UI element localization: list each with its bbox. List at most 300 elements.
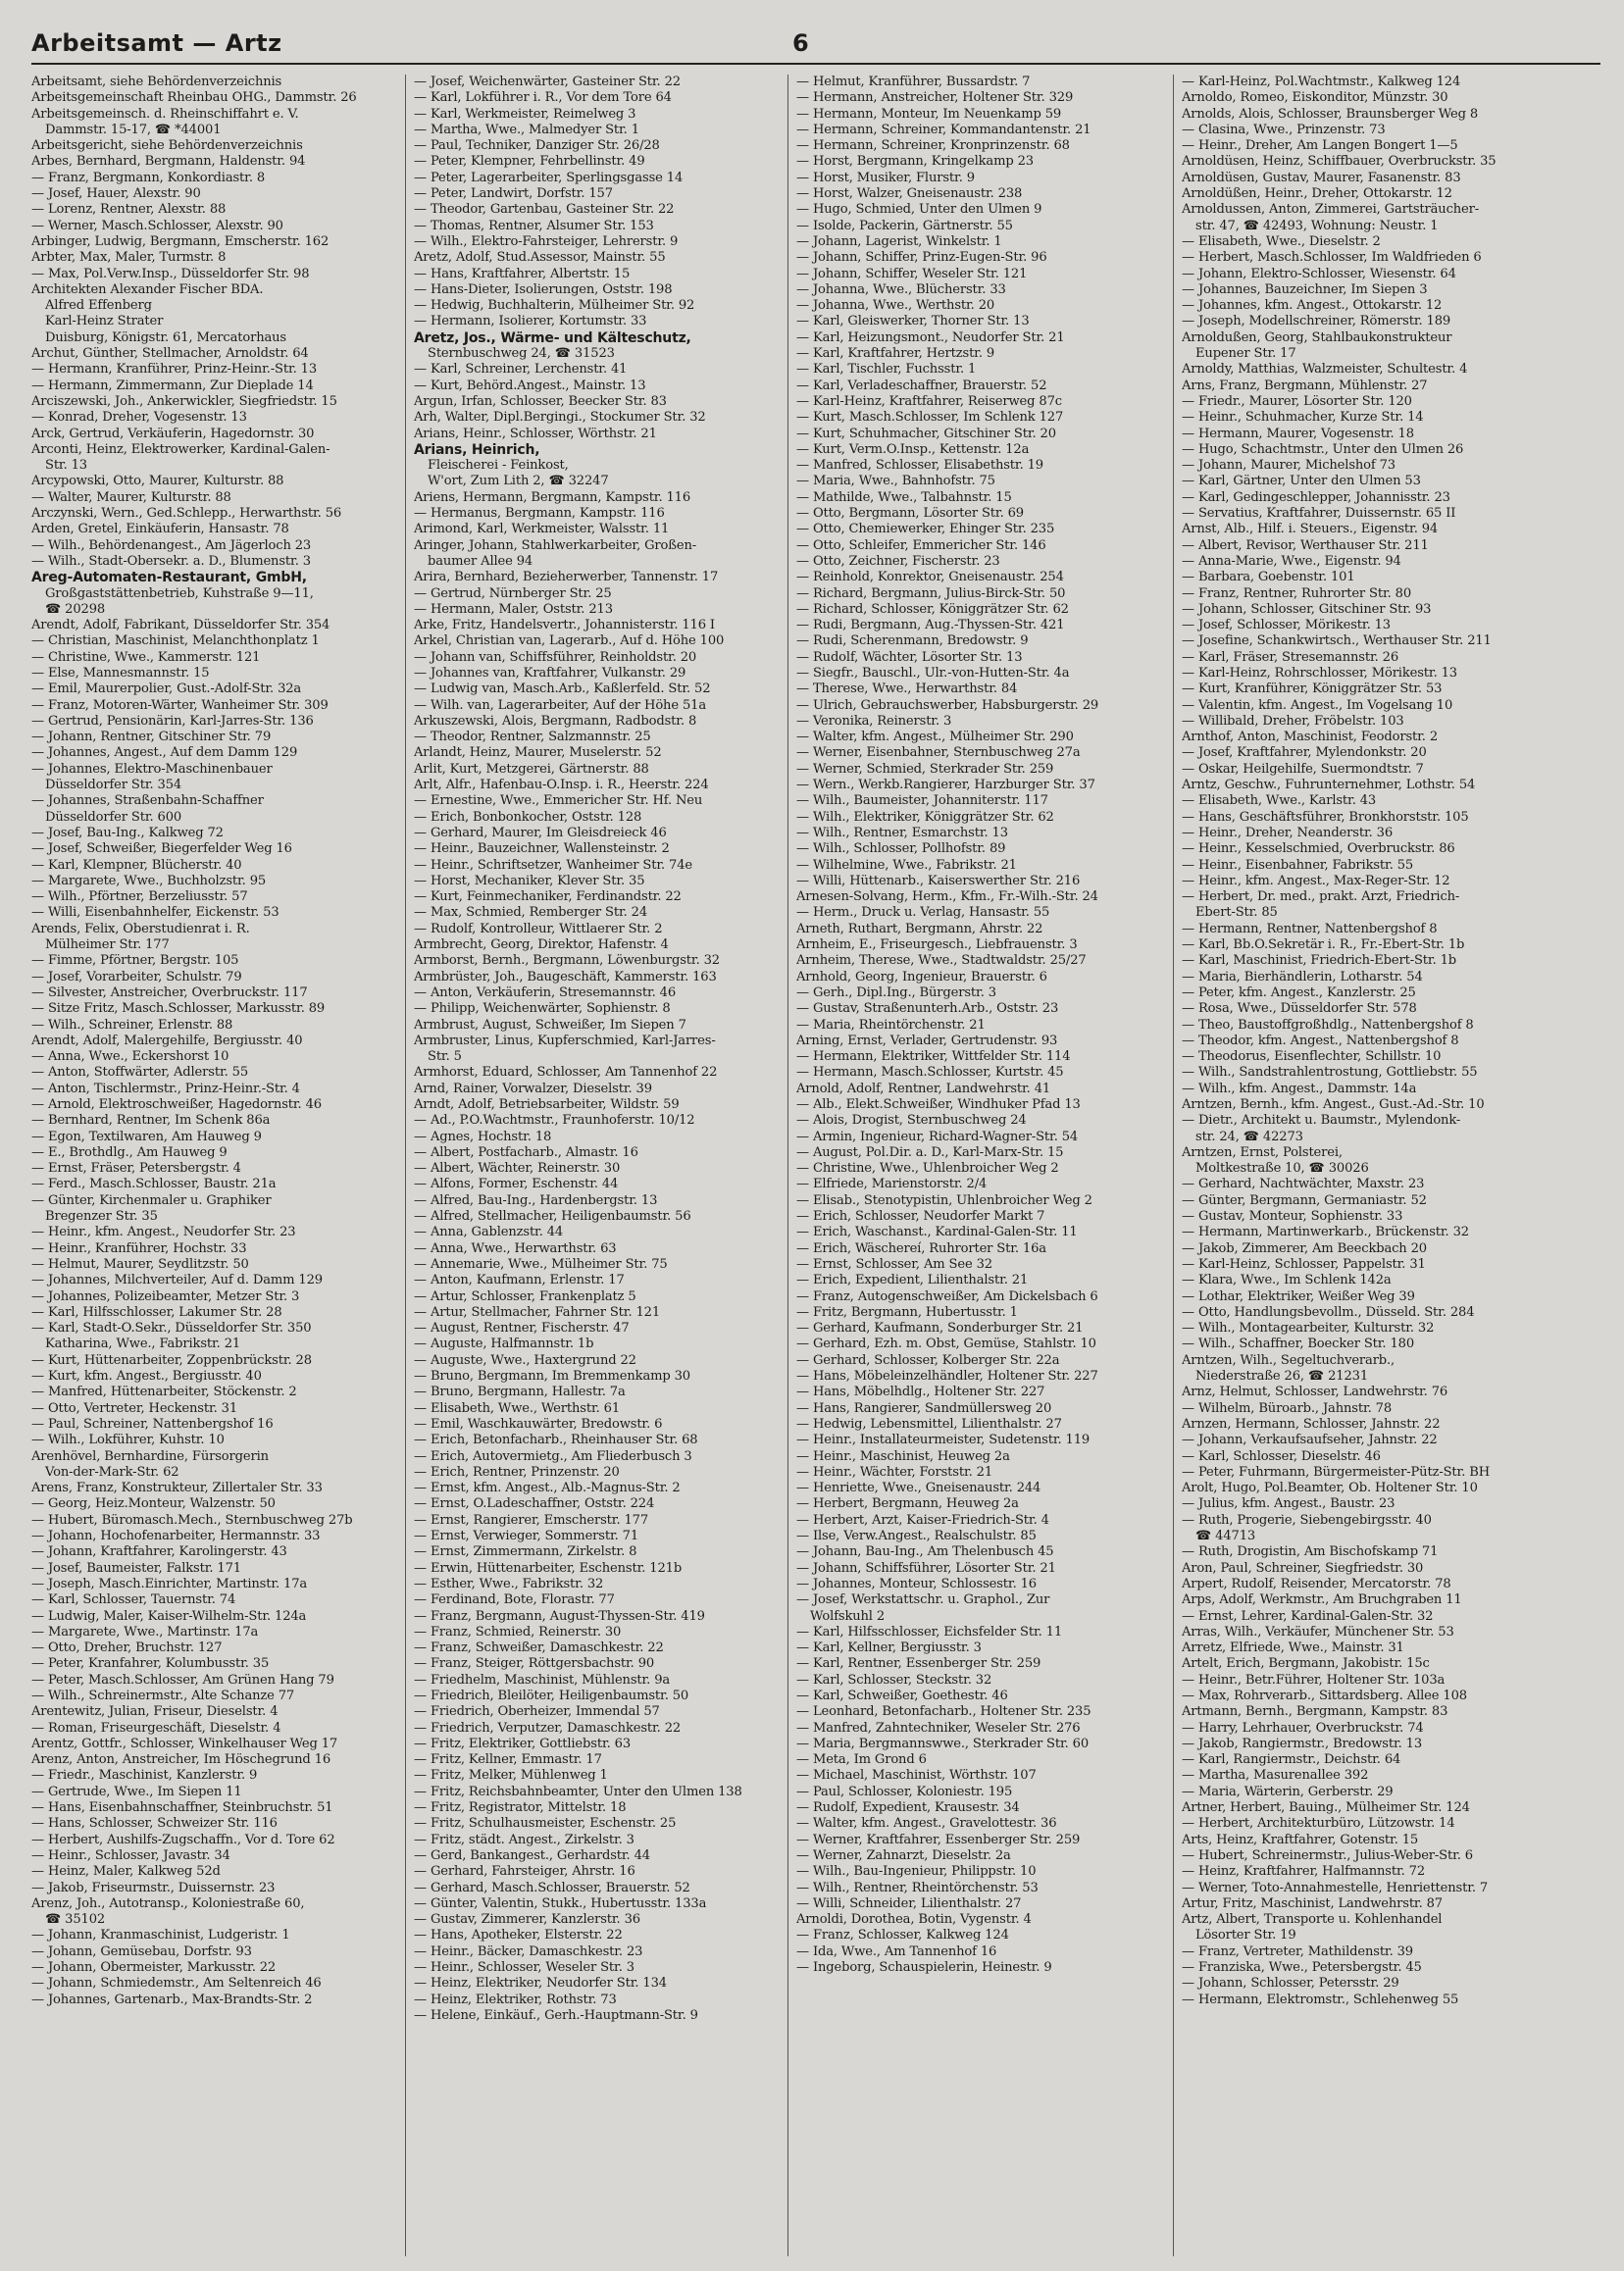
directory-entry: — Hermann, Kranführer, Prinz-Heinr.-Str. 13 xyxy=(31,362,318,378)
directory-entry: — Henriette, Wwe., Gneisenaustr. 244 xyxy=(796,1481,1041,1496)
directory-entry: — Elfriede, Marienstorstr. 2/4 xyxy=(796,1177,988,1192)
directory-entry: Arnesen-Solvang, Herm., Kfm., Fr.-Wilh.-Str. 24 xyxy=(796,889,1098,905)
directory-entry: — Annemarie, Wwe., Mülheimer Str. 75 xyxy=(414,1256,668,1272)
directory-entry: — Hermann, Monteur, Im Neuenkamp 59 xyxy=(796,106,1062,122)
directory-entry: — Armin, Ingenieur, Richard-Wagner-Str. 54 xyxy=(796,1129,1079,1144)
directory-entry: — Fritz, Registrator, Mittelstr. 18 xyxy=(414,1800,627,1816)
directory-entry: Arntzen, Wilh., Segeltuchverarb., xyxy=(1182,1352,1396,1368)
directory-entry: — Karl, Verladeschaffner, Brauerstr. 52 xyxy=(796,378,1047,393)
directory-entry: Sternbuschweg 24, ☎ 31523 xyxy=(428,346,615,362)
directory-entry: — Peter, Kranfahrer, Kolumbusstr. 35 xyxy=(31,1656,270,1672)
directory-entry: Arnthof, Anton, Maschinist, Feodorstr. 2 xyxy=(1182,730,1439,745)
directory-entry: — Herbert, Architekturbüro, Lützowstr. 14 xyxy=(1182,1816,1455,1832)
directory-entry: — Max, Pol.Verw.Insp., Düsseldorfer Str. 98 xyxy=(31,266,310,281)
directory-entry: — Karl, Schweißer, Goethestr. 46 xyxy=(796,1688,1008,1703)
directory-entry: — Peter, Klempner, Fehrbellinstr. 49 xyxy=(414,154,645,170)
directory-entry: — Herbert, Masch.Schlosser, Im Waldfrieden 6 xyxy=(1182,250,1482,266)
directory-entry: — Karl-Heinz, Schlosser, Pappelstr. 31 xyxy=(1182,1256,1426,1272)
directory-entry: Mülheimer Str. 177 xyxy=(45,937,170,953)
directory-entry: — Else, Mannesmannstr. 15 xyxy=(31,665,210,681)
directory-entry: — Ernst, O.Ladeschaffner, Oststr. 224 xyxy=(414,1496,655,1512)
directory-entry: Arbeitsamt, siehe Behördenverzeichnis xyxy=(31,75,282,89)
directory-entry: Arira, Bernhard, Bezieherwerber, Tannenstr. 17 xyxy=(414,570,719,585)
directory-entry: — Horst, Musiker, Flurstr. 9 xyxy=(796,170,975,185)
directory-entry: — Hermann, Elektromstr., Schlehenweg 55 xyxy=(1182,1992,1459,2007)
directory-entry: — Philipp, Weichenwärter, Sophienstr. 8 xyxy=(414,1001,671,1017)
directory-entry: — Theodor, kfm. Angest., Nattenbergshof 8 xyxy=(1182,1033,1459,1048)
directory-entry: — Emil, Waschkauwärter, Bredowstr. 6 xyxy=(414,1416,663,1432)
directory-entry: Arkuszewski, Alois, Bergmann, Radbodstr. 8 xyxy=(414,713,697,729)
directory-entry: — Karl-Heinz, Kraftfahrer, Reiserweg 87c xyxy=(796,393,1062,409)
directory-entry: Arenhövel, Bernhardine, Fürsorgerin xyxy=(31,1448,269,1464)
directory-entry: — Johann, Lagerist, Winkelstr. 1 xyxy=(796,233,1002,249)
directory-entry: — Heinr., Betr.Führer, Holtener Str. 103a xyxy=(1182,1672,1446,1688)
directory-entry: — Siegfr., Bauschl., Ulr.-von-Hutten-Str. 4a xyxy=(796,665,1070,681)
directory-entry: — Hermann, Isolierer, Kortumstr. 33 xyxy=(414,314,647,329)
directory-entry: Arpert, Rudolf, Reisender, Mercatorstr. 78 xyxy=(1182,1576,1451,1591)
directory-entry: — Christine, Wwe., Uhlenbroicher Weg 2 xyxy=(796,1161,1059,1177)
directory-entry: — Josef, Kraftfahrer, Mylendonkstr. 20 xyxy=(1182,745,1427,761)
directory-entry: — Reinhold, Konrektor, Gneisenaustr. 254 xyxy=(796,570,1064,585)
directory-entry: — Lothar, Elektriker, Weißer Weg 39 xyxy=(1182,1288,1415,1304)
directory-entry: — Klara, Wwe., Im Schlenk 142a xyxy=(1182,1273,1392,1288)
directory-entry: — Johann, Schiffer, Prinz-Eugen-Str. 96 xyxy=(796,250,1047,266)
directory-entry: — Anna-Marie, Wwe., Eigenstr. 94 xyxy=(1182,553,1401,569)
directory-entry: — Heinr., Kranführer, Hochstr. 33 xyxy=(31,1240,247,1256)
directory-entry: — Ingeborg, Schauspielerin, Heinestr. 9 xyxy=(796,1960,1052,1976)
directory-entry: — Esther, Wwe., Fabrikstr. 32 xyxy=(414,1576,604,1591)
directory-entry: — Anton, Kaufmann, Erlenstr. 17 xyxy=(414,1273,625,1288)
directory-entry: — Lorenz, Rentner, Alexstr. 88 xyxy=(31,202,227,218)
directory-entry: — Margarete, Wwe., Buchholzstr. 95 xyxy=(31,873,267,888)
directory-column-4 xyxy=(1182,75,1545,2256)
directory-entry: Arnoldi, Dorothea, Botin, Vygenstr. 4 xyxy=(796,1912,1032,1928)
directory-entry: — Horst, Walzer, Gneisenaustr. 238 xyxy=(796,186,1023,202)
directory-entry: Arnoldüsen, Gustav, Maurer, Fasanenstr. 83 xyxy=(1182,170,1461,185)
directory-entry: — Heinz, Elektriker, Rothstr. 73 xyxy=(414,1992,617,2007)
directory-entry: — Arnold, Elektroschweißer, Hagedornstr. 46 xyxy=(31,1097,322,1112)
directory-entry: Arentz, Gottfr., Schlosser, Winkelhauser Weg 17 xyxy=(31,1736,338,1751)
directory-entry: — Wilh., Rentner, Rheintörchenstr. 53 xyxy=(796,1880,1039,1895)
directory-entry: Arczynski, Wern., Ged.Schlepp., Herwarthstr. 56 xyxy=(31,506,342,522)
directory-entry: Karl-Heinz Strater xyxy=(45,314,164,329)
directory-entry: Arlt, Alfr., Hafenbau-O.Insp. i. R., Heerstr. 224 xyxy=(414,778,709,793)
directory-entry: — Hans-Dieter, Isolierungen, Oststr. 198 xyxy=(414,281,673,297)
directory-entry: — Franz, Schweißer, Damaschkestr. 22 xyxy=(414,1640,664,1656)
directory-entry: — Rosa, Wwe., Düsseldorfer Str. 578 xyxy=(1182,1001,1417,1017)
directory-entry: — Jakob, Friseurmstr., Duissernstr. 23 xyxy=(31,1880,276,1895)
directory-entry: — Heinr., Schlosser, Javastr. 34 xyxy=(31,1847,230,1863)
directory-entry: — Rudolf, Expedient, Krausestr. 34 xyxy=(796,1800,1020,1816)
directory-entry: Arnolds, Alois, Schlosser, Braunsberger Weg 8 xyxy=(1182,106,1479,122)
directory-entry: — Karl, Schlosser, Steckstr. 32 xyxy=(796,1672,992,1688)
directory-entry: — Helmut, Kranführer, Bussardstr. 7 xyxy=(796,75,1031,89)
directory-entry: — Gerhard, Nachtwächter, Maxstr. 23 xyxy=(1182,1177,1425,1192)
directory-entry: baumer Allee 94 xyxy=(428,553,533,569)
directory-entry: — Johanna, Wwe., Werthstr. 20 xyxy=(796,298,995,314)
directory-entry: — Friedrich, Verputzer, Damaschkestr. 22 xyxy=(414,1720,682,1736)
directory-entry: — Gerhard, Kaufmann, Sonderburger Str. 21 xyxy=(796,1321,1084,1337)
directory-entry: — Oskar, Heilgehilfe, Suermondtstr. 7 xyxy=(1182,761,1424,777)
directory-entry: — Wilh., Lokführer, Kuhstr. 10 xyxy=(31,1433,225,1448)
directory-entry: — Heinr., Schriftsetzer, Wanheimer Str. 74e xyxy=(414,857,693,873)
directory-entry: — Ida, Wwe., Am Tannenhof 16 xyxy=(796,1943,997,1959)
directory-entry: Arden, Gretel, Einkäuferin, Hansastr. 78 xyxy=(31,522,289,537)
directory-entry-bold: Areg-Automaten-Restaurant, GmbH, xyxy=(31,570,307,586)
directory-entry: Arneth, Ruthart, Bergmann, Ahrstr. 22 xyxy=(796,921,1043,936)
directory-entry: — Josef, Vorarbeiter, Schulstr. 79 xyxy=(31,969,242,984)
directory-entry: — Karl, Kraftfahrer, Hertzstr. 9 xyxy=(796,346,995,362)
directory-entry: — Josef, Schweißer, Biegerfelder Weg 16 xyxy=(31,841,292,857)
directory-entry: — Johann, Schlosser, Gitschiner Str. 93 xyxy=(1182,601,1432,617)
directory-entry: — Johann, Maurer, Michelshof 73 xyxy=(1182,458,1396,474)
directory-entry: — Servatius, Kraftfahrer, Duissernstr. 65 II xyxy=(1182,506,1456,522)
directory-entry: — Werner, Masch.Schlosser, Alexstr. 90 xyxy=(31,218,283,233)
directory-entry: — Johannes, Elektro-Maschinenbauer xyxy=(31,761,273,777)
directory-entry: — Franz, Bergmann, Konkordiastr. 8 xyxy=(31,170,266,185)
directory-entry: — Ernst, Fräser, Petersbergstr. 4 xyxy=(31,1161,241,1177)
directory-entry: — Hans, Möbeleinzelhändler, Holtener Str. 227 xyxy=(796,1369,1098,1385)
directory-entry: — Sitze Fritz, Masch.Schlosser, Markusstr. 89 xyxy=(31,1001,326,1017)
directory-entry: — Bruno, Bergmann, Im Bremmenkamp 30 xyxy=(414,1369,690,1385)
directory-entry: — Johannes, Monteur, Schlossestr. 16 xyxy=(796,1576,1037,1591)
directory-entry: Artner, Herbert, Bauing., Mülheimer Str. 124 xyxy=(1182,1800,1470,1816)
directory-entry: — Auguste, Halfmannstr. 1b xyxy=(414,1337,594,1352)
directory-entry: — Artur, Stellmacher, Fahrner Str. 121 xyxy=(414,1304,661,1320)
directory-entry: — Karl, Lokführer i. R., Vor dem Tore 64 xyxy=(414,90,672,106)
header-rule xyxy=(31,63,1600,65)
directory-column-1 xyxy=(31,75,394,2256)
directory-entry: Arimond, Karl, Werkmeister, Walsstr. 11 xyxy=(414,522,670,537)
directory-entry: — Heinz, Maler, Kalkweg 52d xyxy=(31,1864,221,1880)
directory-entry: — Ludwig, Maler, Kaiser-Wilhelm-Str. 124a xyxy=(31,1608,307,1624)
directory-entry: str. 24, ☎ 42273 xyxy=(1195,1129,1303,1144)
directory-entry: Arbter, Max, Maler, Turmstr. 8 xyxy=(31,250,227,266)
directory-entry: — Ernestine, Wwe., Emmericher Str. Hf. Neu xyxy=(414,793,703,809)
directory-entry: Arconti, Heinz, Elektrowerker, Kardinal-Galen- xyxy=(31,441,330,457)
directory-entry: — Richard, Bergmann, Julius-Birck-Str. 50 xyxy=(796,585,1066,601)
directory-entry: — Johannes van, Kraftfahrer, Vulkanstr. 29 xyxy=(414,665,686,681)
directory-entry: — Karl, Hilfsschlosser, Eichsfelder Str. 11 xyxy=(796,1624,1063,1640)
directory-entry: Arkel, Christian van, Lagerarb., Auf d. Höhe 100 xyxy=(414,633,725,649)
directory-entry: Arnz, Helmut, Schlosser, Landwehrstr. 76 xyxy=(1182,1385,1448,1400)
directory-entry: — Hermann, Maurer, Vogesenstr. 18 xyxy=(1182,426,1414,441)
directory-entry: Arnst, Alb., Hilf. i. Steuers., Eigenstr. 94 xyxy=(1182,522,1439,537)
directory-entry: — Theodorus, Eisenflechter, Schillstr. 10 xyxy=(1182,1049,1442,1065)
directory-entry: Str. 5 xyxy=(428,1049,462,1065)
directory-entry: — Albert, Revisor, Werthauser Str. 211 xyxy=(1182,537,1429,553)
directory-entry: — Heinr., Schlosser, Weseler Str. 3 xyxy=(414,1960,634,1976)
directory-entry: — Peter, Masch.Schlosser, Am Grünen Hang 79 xyxy=(31,1672,334,1688)
directory-entry: Armbrecht, Georg, Direktor, Hafenstr. 4 xyxy=(414,937,669,953)
directory-entry: — Ferd., Masch.Schlosser, Baustr. 21a xyxy=(31,1177,277,1192)
directory-entry: — Karl, Schlosser, Dieselstr. 46 xyxy=(1182,1448,1381,1464)
directory-entry: Argun, Irfan, Schlosser, Beecker Str. 83 xyxy=(414,393,667,409)
directory-entry: — Kurt, Schuhmacher, Gitschiner Str. 20 xyxy=(796,426,1056,441)
directory-entry: — Johann, Schmiedemstr., Am Seltenreich 46 xyxy=(31,1976,322,1992)
directory-entry: — Erich, Rentner, Prinzenstr. 20 xyxy=(414,1464,620,1480)
directory-entry: — Franz, Autogenschweißer, Am Dickelsbach 6 xyxy=(796,1288,1098,1304)
directory-entry: — Günter, Valentin, Stukk., Hubertusstr. 133a xyxy=(414,1895,707,1911)
directory-entry: — Ernst, Verwieger, Sommerstr. 71 xyxy=(414,1529,639,1544)
directory-entry: — Alois, Drogist, Sternbuschweg 24 xyxy=(796,1113,1027,1129)
directory-entry: — Johannes, Gartenarb., Max-Brandts-Str. 2 xyxy=(31,1992,313,2007)
directory-entry: — Artur, Schlosser, Frankenplatz 5 xyxy=(414,1288,636,1304)
directory-entry-bold: Arians, Heinrich, xyxy=(414,441,540,458)
directory-entry: — Wilhelm, Büroarb., Jahnstr. 78 xyxy=(1182,1400,1393,1416)
directory-entry: Von-der-Mark-Str. 62 xyxy=(45,1464,179,1480)
directory-entry: Arentewitz, Julian, Friseur, Dieselstr. 4 xyxy=(31,1704,279,1720)
directory-entry: — Johann, Kranmaschinist, Ludgeristr. 1 xyxy=(31,1928,290,1943)
directory-entry: — Hermann, Masch.Schlosser, Kurtstr. 45 xyxy=(796,1065,1064,1081)
directory-entry: — Otto, Chemiewerker, Ehinger Str. 235 xyxy=(796,522,1055,537)
directory-entry: Eupener Str. 17 xyxy=(1195,346,1296,362)
directory-entry: — Heinz, Kraftfahrer, Halfmannstr. 72 xyxy=(1182,1864,1426,1880)
directory-entry: Artmann, Bernh., Bergmann, Kampstr. 83 xyxy=(1182,1704,1448,1720)
directory-entry: Arnoldussen, Anton, Zimmerei, Gartsträucher- xyxy=(1182,202,1480,218)
directory-entry: — Johann, Schiffer, Weseler Str. 121 xyxy=(796,266,1028,281)
directory-entry: Arnoldo, Romeo, Eiskonditor, Münzstr. 30 xyxy=(1182,90,1448,106)
directory-entry: — Konrad, Dreher, Vogesenstr. 13 xyxy=(31,410,247,426)
directory-entry: — Maria, Wärterin, Gerberstr. 29 xyxy=(1182,1784,1394,1799)
directory-entry: — Thomas, Rentner, Alsumer Str. 153 xyxy=(414,218,654,233)
directory-entry: — Johannes, kfm. Angest., Ottokarstr. 12 xyxy=(1182,298,1443,314)
directory-entry: Arndt, Adolf, Betriebsarbeiter, Wildstr. 59 xyxy=(414,1097,680,1112)
directory-entry: Arretz, Elfriede, Wwe., Mainstr. 31 xyxy=(1182,1640,1404,1656)
directory-entry: — Paul, Techniker, Danziger Str. 26/28 xyxy=(414,138,660,154)
directory-entry: — Kurt, kfm. Angest., Bergiusstr. 40 xyxy=(31,1369,262,1385)
directory-entry: Arlit, Kurt, Metzgerei, Gärtnerstr. 88 xyxy=(414,761,649,777)
directory-entry: ☎ 20298 xyxy=(45,601,106,617)
directory-entry: — Ferdinand, Bote, Florastr. 77 xyxy=(414,1592,615,1608)
directory-entry: — Elisab., Stenotypistin, Uhlenbroicher Weg 2 xyxy=(796,1192,1092,1208)
directory-entry: — Peter, Fuhrmann, Bürgermeister-Pütz-Str. BH xyxy=(1182,1464,1490,1480)
directory-entry: Artelt, Erich, Bergmann, Jakobistr. 15c xyxy=(1182,1656,1430,1672)
directory-entry: — Karl, Fräser, Stresemannstr. 26 xyxy=(1182,649,1399,665)
column-divider xyxy=(1173,75,1174,2256)
directory-entry: Arlandt, Heinz, Maurer, Muselerstr. 52 xyxy=(414,745,662,761)
directory-entry: — Werner, Eisenbahner, Sternbuschweg 27a xyxy=(796,745,1081,761)
directory-entry: — Karl, Gärtner, Unter den Ulmen 53 xyxy=(1182,474,1421,489)
directory-entry: — Herm., Druck u. Verlag, Hansastr. 55 xyxy=(796,905,1050,921)
directory-entry: — Ruth, Progerie, Siebengebirgsstr. 40 xyxy=(1182,1512,1432,1528)
directory-entry: — Werner, Toto-Annahmestelle, Henriettenstr. 7 xyxy=(1182,1880,1489,1895)
directory-entry: — Manfred, Schlosser, Elisabethstr. 19 xyxy=(796,458,1043,474)
directory-entry: — Wilh., Elektro-Fahrsteiger, Lehrerstr. 9 xyxy=(414,233,679,249)
directory-entry: Arenz, Joh., Autotransp., Koloniestraße 60, xyxy=(31,1895,305,1911)
directory-entry: — Erich, Autovermietg., Am Fliederbusch 3 xyxy=(414,1448,692,1464)
directory-entry: Arning, Ernst, Verlader, Gertrudenstr. 93 xyxy=(796,1033,1058,1048)
directory-entry: — Karl, Stadt-O.Sekr., Düsseldorfer Str. 350 xyxy=(31,1321,312,1337)
directory-entry: — Jakob, Zimmerer, Am Beeckbach 20 xyxy=(1182,1240,1427,1256)
directory-entry: — Isolde, Packerin, Gärtnerstr. 55 xyxy=(796,218,1013,233)
directory-entry: — Johanna, Wwe., Blücherstr. 33 xyxy=(796,281,1006,297)
directory-entry: — Heinr., Dreher, Am Langen Bongert 1—5 xyxy=(1182,138,1458,154)
directory-entry: — Otto, Zeichner, Fischerstr. 23 xyxy=(796,553,1000,569)
directory-entry: Ebert-Str. 85 xyxy=(1195,905,1278,921)
directory-entry: Arh, Walter, Dipl.Bergingi., Stockumer Str. 32 xyxy=(414,410,706,426)
directory-entry: Armhorst, Eduard, Schlosser, Am Tannenhof 22 xyxy=(414,1065,718,1081)
directory-entry: Armborst, Bernh., Bergmann, Löwenburgstr. 32 xyxy=(414,953,720,969)
directory-entry: — Karl, Rangiermstr., Deichstr. 64 xyxy=(1182,1752,1401,1768)
directory-entry: — Herbert, Aushilfs-Zugschaffn., Vor d. Tore 62 xyxy=(31,1832,335,1847)
directory-entry: — Max, Schmied, Remberger Str. 24 xyxy=(414,905,648,921)
directory-entry: — Martha, Masurenallee 392 xyxy=(1182,1768,1369,1784)
directory-entry: — Willi, Hüttenarb., Kaiserswerther Str. 216 xyxy=(796,873,1081,888)
directory-entry: Arciszewski, Joh., Ankerwickler, Siegfriedstr. 15 xyxy=(31,393,337,409)
directory-entry: Arends, Felix, Oberstudienrat i. R. xyxy=(31,921,250,936)
directory-entry: — Johann, Bau-Ing., Am Thelenbusch 45 xyxy=(796,1544,1054,1560)
directory-entry: — Günter, Kirchenmaler u. Graphiker xyxy=(31,1192,272,1208)
column-divider xyxy=(787,75,788,2256)
directory-entry: Arenz, Anton, Anstreicher, Im Höschegrund 16 xyxy=(31,1752,331,1768)
directory-entry: — Julius, kfm. Angest., Baustr. 23 xyxy=(1182,1496,1396,1512)
directory-entry: — Anna, Wwe., Herwarthstr. 63 xyxy=(414,1240,617,1256)
directory-entry: — Wern., Werkb.Rangierer, Harzburger Str. 37 xyxy=(796,778,1095,793)
directory-entry: — Karl, Kellner, Bergiusstr. 3 xyxy=(796,1640,982,1656)
directory-entry: Düsseldorfer Str. 354 xyxy=(45,778,182,793)
directory-entry: Arcypowski, Otto, Maurer, Kulturstr. 88 xyxy=(31,474,284,489)
directory-entry: Lösorter Str. 19 xyxy=(1195,1928,1296,1943)
directory-entry: — Wilh., Schlosser, Pollhofstr. 89 xyxy=(796,841,1006,857)
page-header xyxy=(31,25,1600,65)
directory-entry: Arnoldüßen, Heinr., Dreher, Ottokarstr. 12 xyxy=(1182,186,1452,202)
directory-entry: — Horst, Mechaniker, Klever Str. 35 xyxy=(414,873,645,888)
directory-entry: — Bernhard, Rentner, Im Schenk 86a xyxy=(31,1113,271,1129)
directory-entry: — Agnes, Hochstr. 18 xyxy=(414,1129,552,1144)
directory-entry: — Erich, Expedient, Lilienthalstr. 21 xyxy=(796,1273,1029,1288)
directory-entry: Armbruster, Linus, Kupferschmied, Karl-Jarres- xyxy=(414,1033,716,1048)
directory-entry: — Leonhard, Betonfacharb., Holtener Str. 235 xyxy=(796,1704,1091,1720)
directory-entry: — Friedrich, Bleilöter, Heiligenbaumstr. 50 xyxy=(414,1688,689,1703)
directory-entry: Arnoldußen, Georg, Stahlbaukonstrukteur xyxy=(1182,329,1452,345)
directory-entry: — Johann, Verkaufsaufseher, Jahnstr. 22 xyxy=(1182,1433,1438,1448)
directory-entry: — Wilh., kfm. Angest., Dammstr. 14a xyxy=(1182,1081,1417,1096)
directory-entry: — Erich, Waschanst., Kardinal-Galen-Str. 11 xyxy=(796,1225,1078,1240)
directory-entry: — Johann, Elektro-Schlosser, Wiesenstr. 64 xyxy=(1182,266,1456,281)
directory-entry: — Wilh., Schaffner, Boecker Str. 180 xyxy=(1182,1337,1414,1352)
directory-entry: — Hermann, Anstreicher, Holtener Str. 329 xyxy=(796,90,1074,106)
directory-entry: str. 47, ☎ 42493, Wohnung: Neustr. 1 xyxy=(1195,218,1439,233)
directory-entry: — Fritz, Reichsbahnbeamter, Unter den Ulmen 138 xyxy=(414,1784,742,1799)
directory-entry: — E., Brothdlg., Am Hauweg 9 xyxy=(31,1144,228,1160)
directory-entry: — Hugo, Schachtmstr., Unter den Ulmen 26 xyxy=(1182,441,1464,457)
directory-entry: — Karl, Schreiner, Lerchenstr. 41 xyxy=(414,362,628,378)
directory-entry: — Heinr., Bäcker, Damaschkestr. 23 xyxy=(414,1943,643,1959)
directory-entry: — Hans, Eisenbahnschaffner, Steinbruchstr. 51 xyxy=(31,1800,333,1816)
directory-entry: — Gerhard, Ezh. m. Obst, Gemüse, Stahlstr. 10 xyxy=(796,1337,1096,1352)
directory-entry: — Gerh., Dipl.Ing., Bürgerstr. 3 xyxy=(796,984,996,1000)
directory-entry: — Karl, Gedingeschlepper, Johannisstr. 23 xyxy=(1182,489,1450,505)
directory-entry: — Jakob, Rangiermstr., Bredowstr. 13 xyxy=(1182,1736,1423,1751)
directory-entry: — Elisabeth, Wwe., Karlstr. 43 xyxy=(1182,793,1377,809)
directory-entry: — Heinr., kfm. Angest., Neudorfer Str. 23 xyxy=(31,1225,296,1240)
directory-entry: — Johannes, Straßenbahn-Schaffner xyxy=(31,793,264,809)
directory-entry: — Karl, Heizungsmont., Neudorfer Str. 21 xyxy=(796,329,1065,345)
directory-entry: — Johann, Schiffsführer, Lösorter Str. 21 xyxy=(796,1560,1056,1576)
directory-entry: — Dietr., Architekt u. Baumstr., Mylendonk- xyxy=(1182,1113,1461,1129)
directory-entry: — Valentin, kfm. Angest., Im Vogelsang 10 xyxy=(1182,697,1453,713)
directory-entry: — Hubert, Schreinermstr., Julius-Weber-Str. 6 xyxy=(1182,1847,1473,1863)
directory-entry: — Christine, Wwe., Kammerstr. 121 xyxy=(31,649,261,665)
directory-entry: — Johannes, Bauzeichner, Im Siepen 3 xyxy=(1182,281,1428,297)
directory-entry: — Erich, Schlosser, Neudorfer Markt 7 xyxy=(796,1209,1045,1225)
directory-entry: — Hans, Möbelhdlg., Holtener Str. 227 xyxy=(796,1385,1045,1400)
directory-entry: — Alfred, Bau-Ing., Hardenbergstr. 13 xyxy=(414,1192,658,1208)
directory-entry: W'ort, Zum Lith 2, ☎ 32247 xyxy=(428,474,609,489)
directory-entry: — Fritz, Melker, Mühlenweg 1 xyxy=(414,1768,608,1784)
directory-entry: — Josef, Baumeister, Falkstr. 171 xyxy=(31,1560,241,1576)
directory-entry: Bregenzer Str. 35 xyxy=(45,1209,158,1225)
directory-entry: — Friedrich, Oberheizer, Immendal 57 xyxy=(414,1704,660,1720)
directory-entry: — Margarete, Wwe., Martinstr. 17a xyxy=(31,1624,259,1640)
directory-entry: — Franz, Motoren-Wärter, Wanheimer Str. 309 xyxy=(31,697,329,713)
directory-entry: Arnhold, Georg, Ingenieur, Brauerstr. 6 xyxy=(796,969,1047,984)
directory-entry: — Johann, Schlosser, Petersstr. 29 xyxy=(1182,1976,1399,1992)
directory-entry: — Werner, Zahnarzt, Dieselstr. 2a xyxy=(796,1847,1011,1863)
directory-entry: Arntz, Geschw., Fuhrunternehmer, Lothstr. 54 xyxy=(1182,778,1476,793)
directory-entry: — Rudi, Bergmann, Aug.-Thyssen-Str. 421 xyxy=(796,618,1065,633)
directory-entry: — Günter, Bergmann, Germaniastr. 52 xyxy=(1182,1192,1427,1208)
directory-entry: — Erich, Bonbonkocher, Oststr. 128 xyxy=(414,809,642,825)
directory-entry: — Gerhard, Maurer, Im Gleisdreieck 46 xyxy=(414,825,667,840)
directory-entry: — Herbert, Arzt, Kaiser-Friedrich-Str. 4 xyxy=(796,1512,1049,1528)
directory-entry: — Wilh., Schreinermstr., Alte Schanze 77 xyxy=(31,1688,295,1703)
directory-entry: Artz, Albert, Transporte u. Kohlenhandel xyxy=(1182,1912,1443,1928)
directory-entry: Arnzen, Hermann, Schlosser, Jahnstr. 22 xyxy=(1182,1416,1441,1432)
directory-entry: — Hermann, Rentner, Nattenbergshof 8 xyxy=(1182,921,1438,936)
directory-entry: — Theodor, Gartenbau, Gasteiner Str. 22 xyxy=(414,202,675,218)
directory-entry: Niederstraße 26, ☎ 21231 xyxy=(1195,1369,1368,1385)
directory-entry: — Maria, Bergmannswwe., Sterkrader Str. 60 xyxy=(796,1736,1090,1751)
directory-entry: — Ulrich, Gebrauchswerber, Habsburgerstr. 29 xyxy=(796,697,1099,713)
directory-entry: — Heinr., Installateurmeister, Sudetenstr. 119 xyxy=(796,1433,1091,1448)
directory-entry: — Kurt, Masch.Schlosser, Im Schlenk 127 xyxy=(796,410,1064,426)
directory-entry: — Ernst, kfm. Angest., Alb.-Magnus-Str. 2 xyxy=(414,1481,681,1496)
directory-entry: — Erich, Wäschereí, Ruhrorter Str. 16a xyxy=(796,1240,1046,1256)
directory-entry: Architekten Alexander Fischer BDA. xyxy=(31,281,264,297)
directory-entry: — Fimme, Pförtner, Bergstr. 105 xyxy=(31,953,239,969)
directory-entry: Arendt, Adolf, Malergehilfe, Bergiusstr. 40 xyxy=(31,1033,303,1048)
directory-entry: — Helmut, Maurer, Seydlitzstr. 50 xyxy=(31,1256,249,1272)
directory-entry: — Barbara, Goebenstr. 101 xyxy=(1182,570,1355,585)
directory-entry: — Heinz, Elektriker, Neudorfer Str. 134 xyxy=(414,1976,667,1992)
directory-entry: — Wilh., Baumeister, Johanniterstr. 117 xyxy=(796,793,1048,809)
directory-entry: ☎ 44713 xyxy=(1195,1529,1256,1544)
directory-entry: — Heinr., kfm. Angest., Max-Reger-Str. 12 xyxy=(1182,873,1450,888)
directory-entry: — Johannes, Milchverteiler, Auf d. Damm 129 xyxy=(31,1273,323,1288)
directory-entry: Großgaststättenbetrieb, Kuhstraße 9—11, xyxy=(45,585,314,601)
directory-entry: — Richard, Schlosser, Königgrätzer Str. 62 xyxy=(796,601,1069,617)
directory-entry: — Gustav, Straßenunterh.Arb., Oststr. 23 xyxy=(796,1001,1059,1017)
directory-entry: — Hedwig, Lebensmittel, Lilienthalstr. 27 xyxy=(796,1416,1062,1432)
directory-entry: — Wilhelmine, Wwe., Fabrikstr. 21 xyxy=(796,857,1017,873)
directory-entry: — Karl, Rentner, Essenberger Str. 259 xyxy=(796,1656,1041,1672)
directory-entry: — Christian, Maschinist, Melanchthonplatz 1 xyxy=(31,633,320,649)
directory-entry: — Johann, Rentner, Gitschiner Str. 79 xyxy=(31,730,272,745)
directory-entry: — Otto, Handlungsbevollm., Düsseld. Str. 284 xyxy=(1182,1304,1475,1320)
directory-entry: — Wilh., Schreiner, Erlenstr. 88 xyxy=(31,1017,233,1033)
directory-entry: — Ernst, Zimmermann, Zirkelstr. 8 xyxy=(414,1544,637,1560)
directory-entry: — Elisabeth, Wwe., Dieselstr. 2 xyxy=(1182,233,1381,249)
directory-entry: — Hermann, Schreiner, Kommandantenstr. 21 xyxy=(796,122,1091,137)
directory-entry: Arntzen, Bernh., kfm. Angest., Gust.-Ad.-Str. 10 xyxy=(1182,1097,1485,1112)
directory-entry: — Heinr., Wächter, Forststr. 21 xyxy=(796,1464,993,1480)
directory-entry: — Alfred, Stellmacher, Heiligenbaumstr. 56 xyxy=(414,1209,691,1225)
directory-entry: — Karl, Maschinist, Friedrich-Ebert-Str. 1b xyxy=(1182,953,1457,969)
directory-entry: — Johann van, Schiffsführer, Reinholdstr. 20 xyxy=(414,649,697,665)
directory-entry: Katharina, Wwe., Fabrikstr. 21 xyxy=(45,1337,241,1352)
